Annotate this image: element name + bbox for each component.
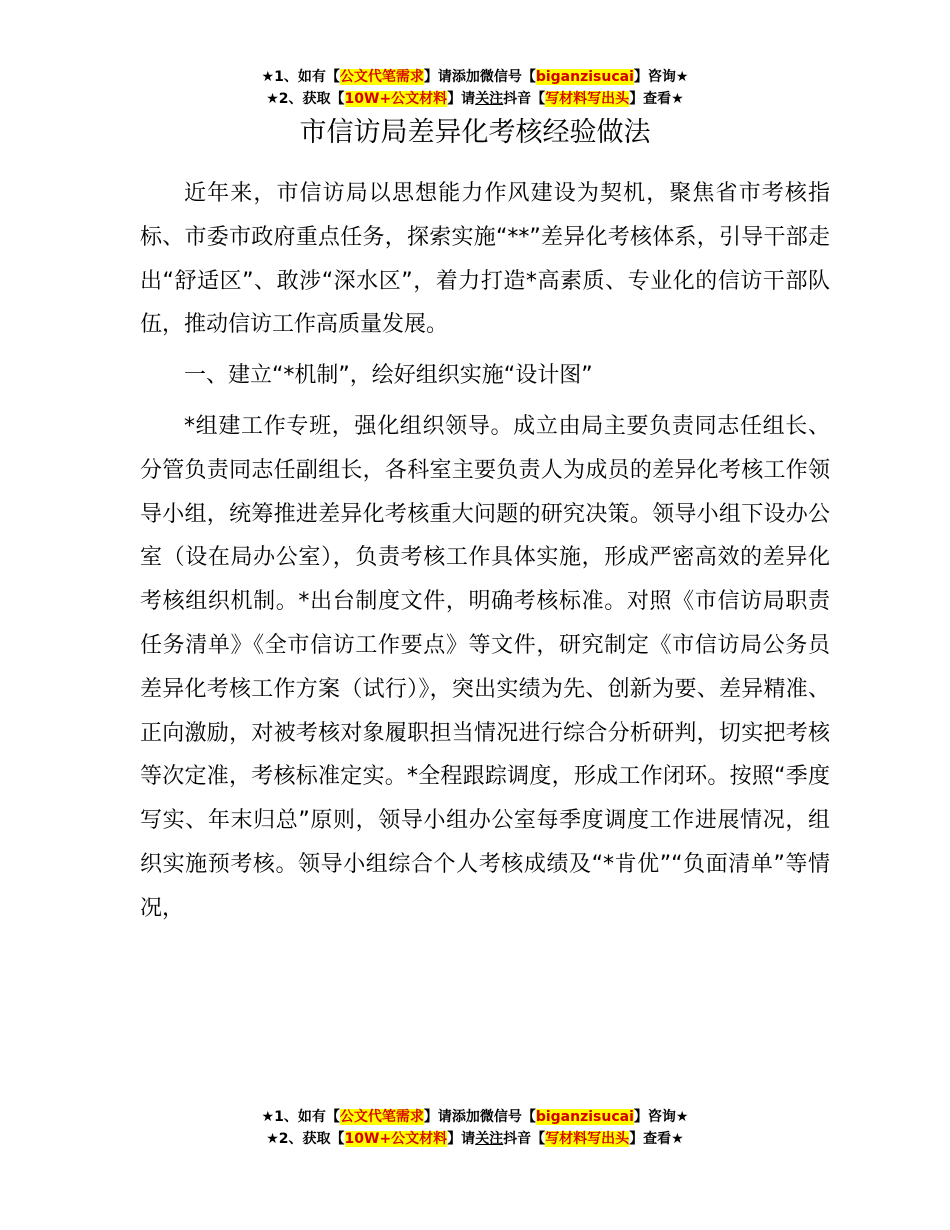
section-heading-1: 一、建立“*机制”，绘好组织实施“设计图” xyxy=(184,363,593,389)
banner-text: ★1、如有【 xyxy=(261,69,340,85)
banner-text: 】咨询★ xyxy=(633,1109,689,1125)
header-banner xyxy=(0,66,950,110)
document-body xyxy=(140,172,830,931)
banner-text: 】查看★ xyxy=(629,1131,684,1147)
banner-text: 微信号【 xyxy=(479,1109,536,1125)
highlight-materials: 10W+公文材料 xyxy=(344,1131,448,1147)
footer-banner-line-1 xyxy=(0,1106,950,1128)
banner-text: 微信号【 xyxy=(479,69,536,85)
banner-text: 抖音【 xyxy=(503,91,546,107)
header-banner-line-1 xyxy=(0,66,950,88)
highlight-materials: 10W+公文材料 xyxy=(344,91,448,107)
banner-text: 】咨询★ xyxy=(633,69,689,85)
highlight-ghostwriting: 公文代笔需求 xyxy=(339,1109,424,1125)
highlight-wechat-id: biganzisucai xyxy=(535,69,634,85)
banner-text-follow: 关注 xyxy=(475,1131,504,1147)
banner-text: ★2、获取【 xyxy=(266,1131,345,1147)
highlight-ghostwriting: 公文代笔需求 xyxy=(339,69,424,85)
highlight-douyin: 写材料写出头 xyxy=(545,1131,630,1147)
footer-banner-line-2 xyxy=(0,1128,950,1150)
banner-text: 抖音【 xyxy=(503,1131,546,1147)
document-title: 市信访局差异化考核经验做法 xyxy=(299,117,651,148)
banner-text: 】请添加 xyxy=(423,69,480,85)
banner-text: ★2、获取【 xyxy=(266,91,345,107)
banner-text: 】请添加 xyxy=(423,1109,480,1125)
footer-banner xyxy=(0,1106,950,1150)
paragraph-section-1-body: *组建工作专班，强化组织领导。成立由局主要负责同志任组长、分管负责同志任副组长，各科室主要负责人为成员的差异化考核工作领导小组，统筹推进差异化考核重大问题的研究决策。领导小组下设办公室（设在局办公室），负责考核工作具体实施，形成严密高效的差异化考核组织机制。*出台制度文件，明确考核标准。对照《市信访局职责任务清单》《全市信访工作要点》等文件，研究制定《市信访局公务员差异化考核工作方案（试行）》，突出实绩为先、创新为要、差异精准、正向激励，对被考核对象履职担当情况进行综合分析研判，切实把考核等次定准，考核标准定实。*全程跟踪调度，形成工作闭环。按照“季度写实、年末归总”原则，领导小组办公室每季度调度工作进展情况，组织实施预考核。领导小组综合个人考核成绩及“*肯优”“负面清单”等情况， xyxy=(140,413,830,921)
banner-text: 】请 xyxy=(447,91,476,107)
header-banner-line-2 xyxy=(0,88,950,110)
highlight-wechat-id: biganzisucai xyxy=(535,1109,634,1125)
highlight-douyin: 写材料写出头 xyxy=(545,91,630,107)
banner-text: 】请 xyxy=(447,1131,476,1147)
paragraph-intro: 近年来，市信访局以思想能力作风建设为契机，聚焦省市考核指标、市委市政府重点任务，探索实施“**”差异化考核体系，引导干部走出“舒适区”、敢涉“深水区”，着力打造*高素质、专业化的信访干部队伍，推动信访工作高质量发展。 xyxy=(140,181,830,338)
banner-text: ★1、如有【 xyxy=(261,1109,340,1125)
banner-text-follow: 关注 xyxy=(475,91,504,107)
banner-text: 】查看★ xyxy=(629,91,684,107)
